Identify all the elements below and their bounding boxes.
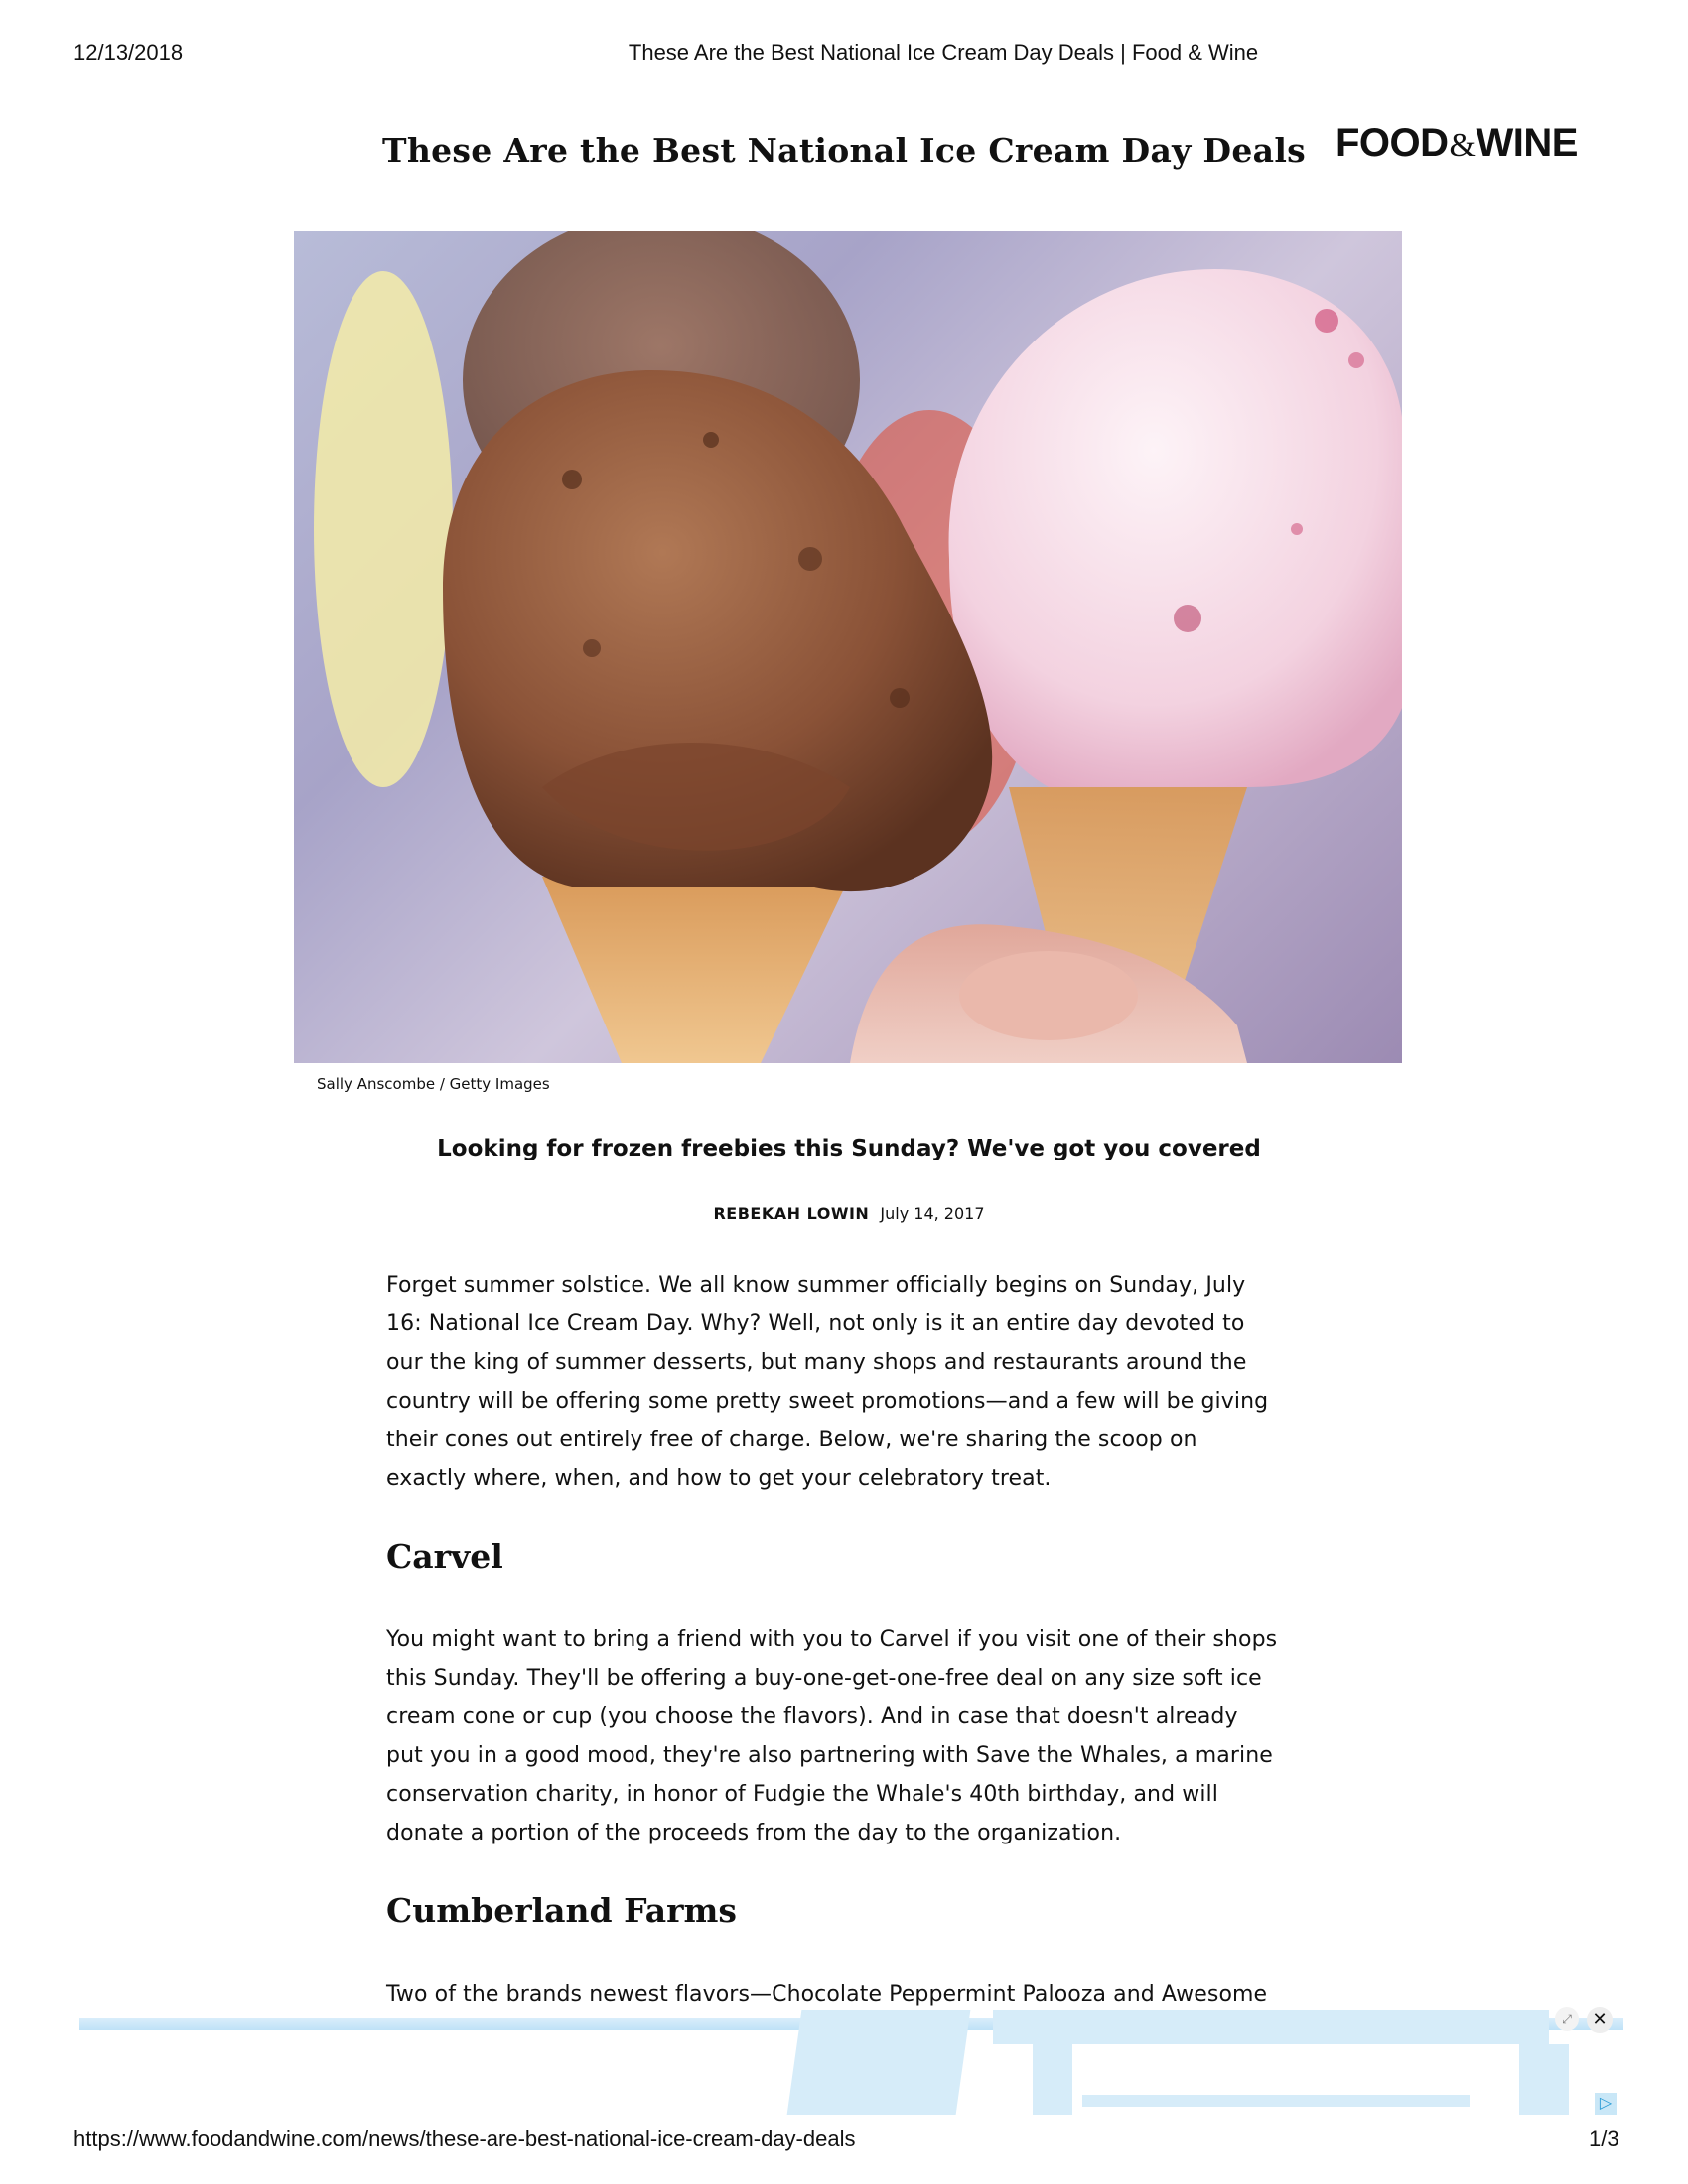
ad-banner-shape (993, 2010, 1549, 2044)
ad-close-icon[interactable]: ✕ (1587, 2007, 1613, 2033)
article-subtitle: Looking for frozen freebies this Sunday? We've got you covered (437, 1136, 1261, 1161)
ad-banner-shape (1519, 2044, 1569, 2115)
carvel-paragraph: You might want to bring a friend with you to Carvel if you visit one of their shops this Sunday. They'll be offering a buy-one-get-one-free deal on any size soft ice cream cone or cup (you choose the flavors). And in case that doesn't already put you in a good mood, they're also partnering with Save the Whales, a marine conservation charity, in honor of Fudgie the Whale's 40th birthday, and will donate a portion of the proceeds from the day to the organization. (386, 1627, 1278, 1845)
brand-logo-food: FOOD (1336, 121, 1449, 165)
section-heading-cumberland: Cumberland Farms (386, 1891, 737, 1930)
brand-logo-amp: & (1449, 127, 1476, 164)
ad-banner-shape (1033, 2044, 1072, 2115)
hero-image (294, 231, 1402, 1063)
ad-banner-overlay[interactable] (79, 2010, 1623, 2115)
byline (298, 1204, 1400, 1223)
ad-expand-icon[interactable]: ⤢ (1555, 2007, 1579, 2031)
print-header-title: These Are the Best National Ice Cream Day Deals | Food & Wine (628, 40, 1259, 65)
print-footer-url: https://www.foodandwine.com/news/these-are-best-national-ice-cream-day-deals (73, 2126, 856, 2151)
article-title: These Are the Best National Ice Cream Day Deals (381, 131, 1307, 170)
image-credit: Sally Anscombe / Getty Images (317, 1075, 550, 1093)
ice-cream-illustration (294, 231, 1402, 1063)
author-name[interactable]: REBEKAH LOWIN (713, 1204, 870, 1223)
adchoices-icon[interactable]: ▷ (1595, 2093, 1617, 2115)
cumberland-text: Two of the brands newest flavors—Chocolate Peppermint Palooza and Awesome (386, 1982, 1268, 2007)
section-heading-carvel: Carvel (386, 1537, 503, 1575)
ad-banner-shape (787, 2010, 971, 2115)
brand-logo[interactable] (1336, 121, 1578, 166)
publish-date: July 14, 2017 (880, 1204, 985, 1223)
intro-paragraph: Forget summer solstice. We all know summer officially begins on Sunday, July 16: National Ice Cream Day. Why? Well, not only is it an entire day devoted to our the king of summer desserts, but many shops and restaurants around the country will be offering some pretty sweet promotions—and a few will be giving their cones out entirely free of charge. Below, we're sharing the scoop on exactly where, when, and how to get your celebratory treat. (386, 1273, 1269, 1491)
print-header-date: 12/13/2018 (73, 40, 184, 65)
ad-banner-shape (1082, 2095, 1470, 2107)
print-footer-page: 1/3 (1589, 2126, 1619, 2151)
brand-logo-wine: WINE (1476, 121, 1578, 165)
